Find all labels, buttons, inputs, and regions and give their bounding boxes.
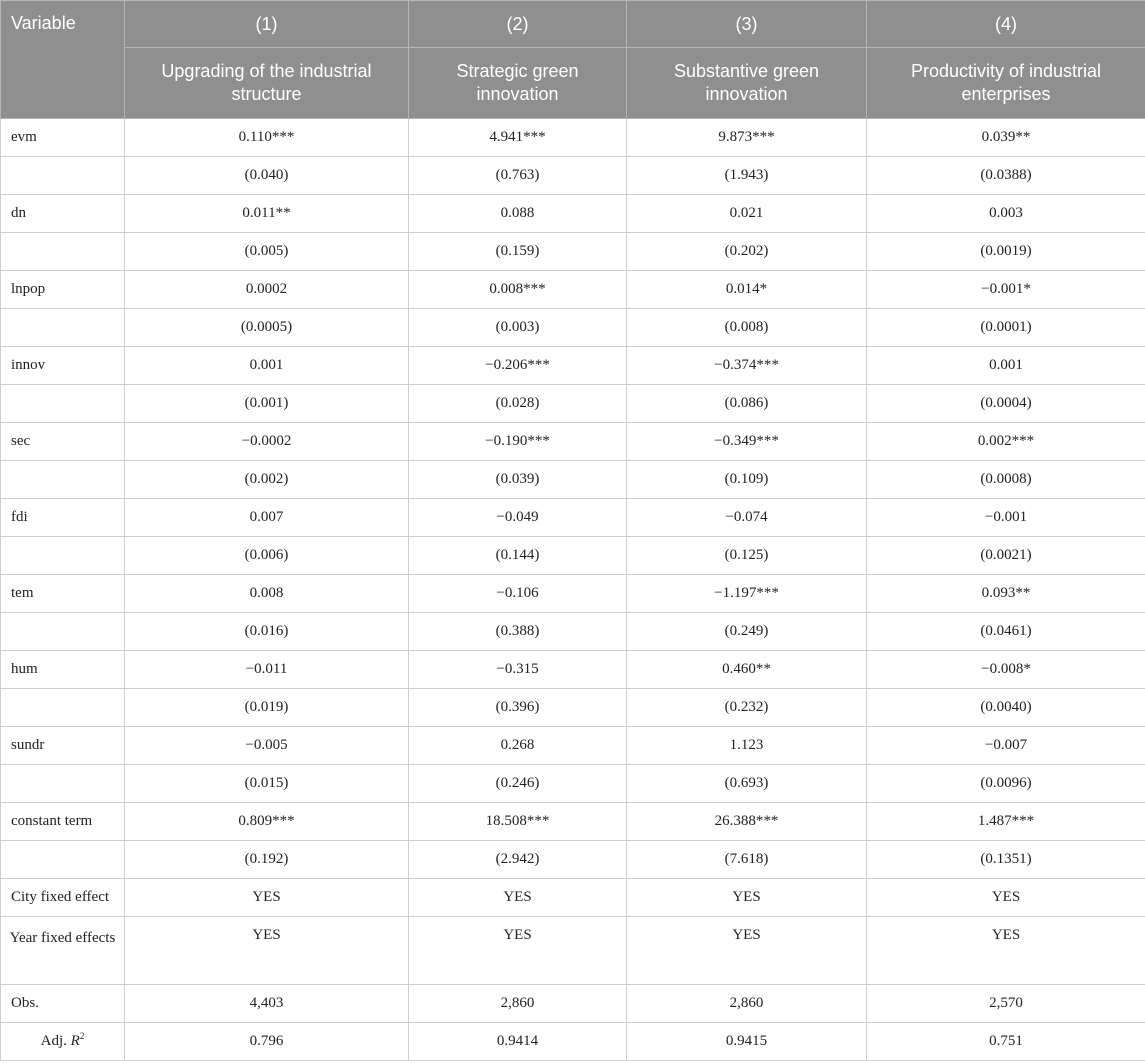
row-label: City fixed effect <box>1 879 125 917</box>
table-row <box>1 879 1145 917</box>
row-label <box>1 233 125 271</box>
table-cell: 0.460** <box>627 651 867 689</box>
table-cell: (0.249) <box>627 613 867 651</box>
table-row <box>1 613 1145 651</box>
column-title-4: Productivity of industrial enterprises <box>867 48 1145 119</box>
table-cell: 0.008 <box>125 575 409 613</box>
variable-header: Variable <box>1 1 125 119</box>
table-row <box>1 689 1145 727</box>
row-label: innov <box>1 347 125 385</box>
table-row <box>1 803 1145 841</box>
table-row <box>1 917 1145 985</box>
table-cell: 4.941*** <box>409 119 627 157</box>
table-row <box>1 119 1145 157</box>
row-label <box>1 841 125 879</box>
header-row-numbers <box>1 1 1145 48</box>
row-label <box>1 537 125 575</box>
table-cell: −0.001 <box>867 499 1145 537</box>
table-row <box>1 157 1145 195</box>
table-cell: (1.943) <box>627 157 867 195</box>
table-cell: 0.088 <box>409 195 627 233</box>
table-cell: (0.001) <box>125 385 409 423</box>
table-row <box>1 347 1145 385</box>
table-cell: (0.002) <box>125 461 409 499</box>
table-row <box>1 309 1145 347</box>
table-cell: (0.0388) <box>867 157 1145 195</box>
column-title-3: Substantive green innovation <box>627 48 867 119</box>
table-cell: 0.0002 <box>125 271 409 309</box>
table-cell: YES <box>409 879 627 917</box>
column-number-3: (3) <box>627 1 867 48</box>
table-cell: YES <box>125 879 409 917</box>
table-cell: (0.019) <box>125 689 409 727</box>
table-cell: YES <box>627 917 867 985</box>
table-cell: (2.942) <box>409 841 627 879</box>
table-cell: 0.011** <box>125 195 409 233</box>
row-label: constant term <box>1 803 125 841</box>
table-cell: (0.144) <box>409 537 627 575</box>
table-row <box>1 423 1145 461</box>
table-cell: −0.074 <box>627 499 867 537</box>
table-cell: 0.110*** <box>125 119 409 157</box>
table-cell: (0.159) <box>409 233 627 271</box>
row-label: fdi <box>1 499 125 537</box>
table-cell: YES <box>125 917 409 985</box>
table-cell: (0.016) <box>125 613 409 651</box>
table-cell: 0.008*** <box>409 271 627 309</box>
row-label <box>1 765 125 803</box>
table-cell: 0.093** <box>867 575 1145 613</box>
table-cell: −0.206*** <box>409 347 627 385</box>
table-cell: (0.192) <box>125 841 409 879</box>
table-cell: (0.015) <box>125 765 409 803</box>
table-cell: 0.001 <box>125 347 409 385</box>
row-label: Obs. <box>1 985 125 1023</box>
table-cell: 2,570 <box>867 985 1145 1023</box>
table-row <box>1 385 1145 423</box>
row-label: hum <box>1 651 125 689</box>
table-row <box>1 195 1145 233</box>
table-row <box>1 461 1145 499</box>
table-cell: −0.190*** <box>409 423 627 461</box>
table-cell: 1.487*** <box>867 803 1145 841</box>
header-row-titles <box>1 48 1145 119</box>
table-cell: (0.0461) <box>867 613 1145 651</box>
table-row <box>1 651 1145 689</box>
table-cell: −0.008* <box>867 651 1145 689</box>
row-label <box>1 689 125 727</box>
row-label <box>1 385 125 423</box>
table-cell: (0.246) <box>409 765 627 803</box>
column-title-1: Upgrading of the industrial structure <box>125 48 409 119</box>
table-cell: (0.396) <box>409 689 627 727</box>
table-cell: 0.9414 <box>409 1023 627 1061</box>
table-row <box>1 841 1145 879</box>
table-cell: YES <box>867 879 1145 917</box>
table-cell: 1.123 <box>627 727 867 765</box>
table-cell: 0.809*** <box>125 803 409 841</box>
table-cell: (0.0040) <box>867 689 1145 727</box>
table-row <box>1 1023 1145 1061</box>
row-label: sundr <box>1 727 125 765</box>
row-label: evm <box>1 119 125 157</box>
table-header <box>1 1 1145 119</box>
table-cell: (0.039) <box>409 461 627 499</box>
table-cell: (0.0001) <box>867 309 1145 347</box>
row-label: Year fixed effects <box>1 917 125 985</box>
table-cell: −0.315 <box>409 651 627 689</box>
table-cell: (0.0008) <box>867 461 1145 499</box>
table-cell: (0.008) <box>627 309 867 347</box>
table-cell: 0.751 <box>867 1023 1145 1061</box>
table-cell: 0.014* <box>627 271 867 309</box>
table-cell: (0.0096) <box>867 765 1145 803</box>
row-label: sec <box>1 423 125 461</box>
table-cell: 2,860 <box>627 985 867 1023</box>
table-cell: −0.005 <box>125 727 409 765</box>
table-cell: 9.873*** <box>627 119 867 157</box>
table-row <box>1 575 1145 613</box>
row-label-superscript: 2 <box>79 1031 85 1041</box>
row-label: dn <box>1 195 125 233</box>
table-cell: −0.0002 <box>125 423 409 461</box>
table-cell: (0.202) <box>627 233 867 271</box>
table-cell: 0.007 <box>125 499 409 537</box>
table-cell: (0.0004) <box>867 385 1145 423</box>
table-body <box>1 119 1145 1061</box>
row-label <box>1 613 125 651</box>
table-cell: −0.007 <box>867 727 1145 765</box>
table-cell: (0.006) <box>125 537 409 575</box>
table-cell: (0.0005) <box>125 309 409 347</box>
table-cell: 18.508*** <box>409 803 627 841</box>
table-row <box>1 765 1145 803</box>
table-cell: 0.796 <box>125 1023 409 1061</box>
table-cell: (0.028) <box>409 385 627 423</box>
row-label: tem <box>1 575 125 613</box>
table-cell: 0.021 <box>627 195 867 233</box>
table-cell: −0.349*** <box>627 423 867 461</box>
table-row <box>1 985 1145 1023</box>
row-label <box>1 1023 125 1061</box>
row-label <box>1 461 125 499</box>
table-cell: YES <box>627 879 867 917</box>
table-row <box>1 499 1145 537</box>
table-cell: (0.388) <box>409 613 627 651</box>
table-cell: (0.1351) <box>867 841 1145 879</box>
table-row <box>1 271 1145 309</box>
table-cell: 0.9415 <box>627 1023 867 1061</box>
table-cell: −0.106 <box>409 575 627 613</box>
table-row <box>1 233 1145 271</box>
table-cell: 26.388*** <box>627 803 867 841</box>
column-number-1: (1) <box>125 1 409 48</box>
table-cell: YES <box>409 917 627 985</box>
table-row <box>1 727 1145 765</box>
table-cell: −0.011 <box>125 651 409 689</box>
row-label-italic: R <box>70 1033 80 1049</box>
table-cell: (0.040) <box>125 157 409 195</box>
table-cell: (0.125) <box>627 537 867 575</box>
table-cell: (0.109) <box>627 461 867 499</box>
column-number-4: (4) <box>867 1 1145 48</box>
table-cell: (0.763) <box>409 157 627 195</box>
table-row <box>1 537 1145 575</box>
table-cell: 0.039** <box>867 119 1145 157</box>
row-label-text: Adj. <box>40 1033 71 1049</box>
table-cell: 0.268 <box>409 727 627 765</box>
table-cell: (0.086) <box>627 385 867 423</box>
table-cell: 0.002*** <box>867 423 1145 461</box>
table-cell: −0.374*** <box>627 347 867 385</box>
table-cell: (7.618) <box>627 841 867 879</box>
table-cell: 2,860 <box>409 985 627 1023</box>
table-cell: −0.049 <box>409 499 627 537</box>
table-cell: −0.001* <box>867 271 1145 309</box>
column-title-2: Strategic green innovation <box>409 48 627 119</box>
row-label: lnpop <box>1 271 125 309</box>
table-cell: (0.693) <box>627 765 867 803</box>
table-cell: (0.0019) <box>867 233 1145 271</box>
table-cell: (0.0021) <box>867 537 1145 575</box>
table-cell: −1.197*** <box>627 575 867 613</box>
table-cell: 0.001 <box>867 347 1145 385</box>
table-cell: (0.005) <box>125 233 409 271</box>
table-cell: 0.003 <box>867 195 1145 233</box>
column-number-2: (2) <box>409 1 627 48</box>
table-cell: (0.003) <box>409 309 627 347</box>
table-cell: 4,403 <box>125 985 409 1023</box>
table-cell: YES <box>867 917 1145 985</box>
row-label <box>1 157 125 195</box>
row-label <box>1 309 125 347</box>
table-cell: (0.232) <box>627 689 867 727</box>
